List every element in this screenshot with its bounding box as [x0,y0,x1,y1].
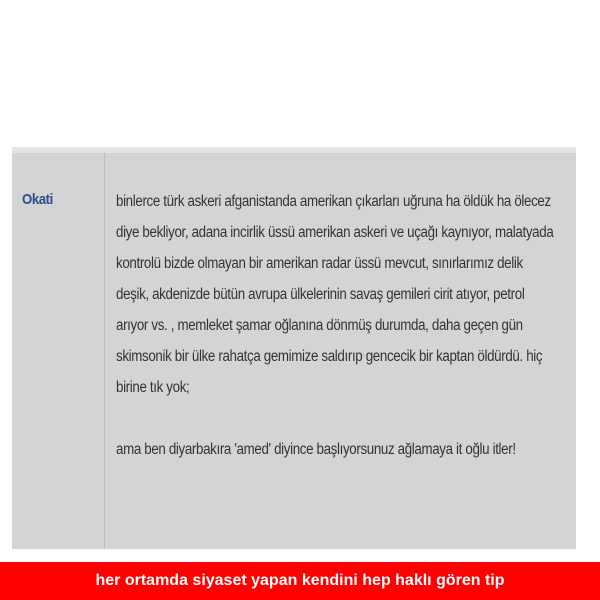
post-line: deşik, akdenizde bütün avrupa ülkelerinin savaş gemileri cirit atıyor, petrol [116,286,525,303]
post-line: birine tık yok; [116,379,190,396]
post-line: binlerce türk askeri afganistanda amerikan çıkarları uğruna ha öldük ha ölecez [116,193,551,210]
post-line: arıyor vs. , memleket şamar oğlanına dönmüş durumda, daha geçen gün [116,317,523,334]
post-line: skimsonik bir ülke rahatça gemimize saldırıp gencecik bir kaptan öldürdü. hiç [116,348,543,365]
post-closing-line: ama ben diyarbakıra 'amed' diyince başlıyorsunuz ağlamaya it oğlu itler! [116,441,516,458]
caption-text: her ortamda siyaset yapan kendini hep haklı gören tip [95,572,505,589]
forum-post [12,147,576,549]
caption-banner [0,562,600,600]
post-line: diye bekliyor, adana incirlik üssü amerikan askeri ve uçağı kaynıyor, malatyada [116,224,554,241]
post-message [116,186,563,465]
author-name-link[interactable]: Okati [22,191,53,208]
post-line: kontrolü bizde olmayan bir amerikan radar üssü mevcut, sınırlarımız delik [116,255,523,272]
paragraph-gap [116,403,563,434]
post-divider [104,153,105,549]
